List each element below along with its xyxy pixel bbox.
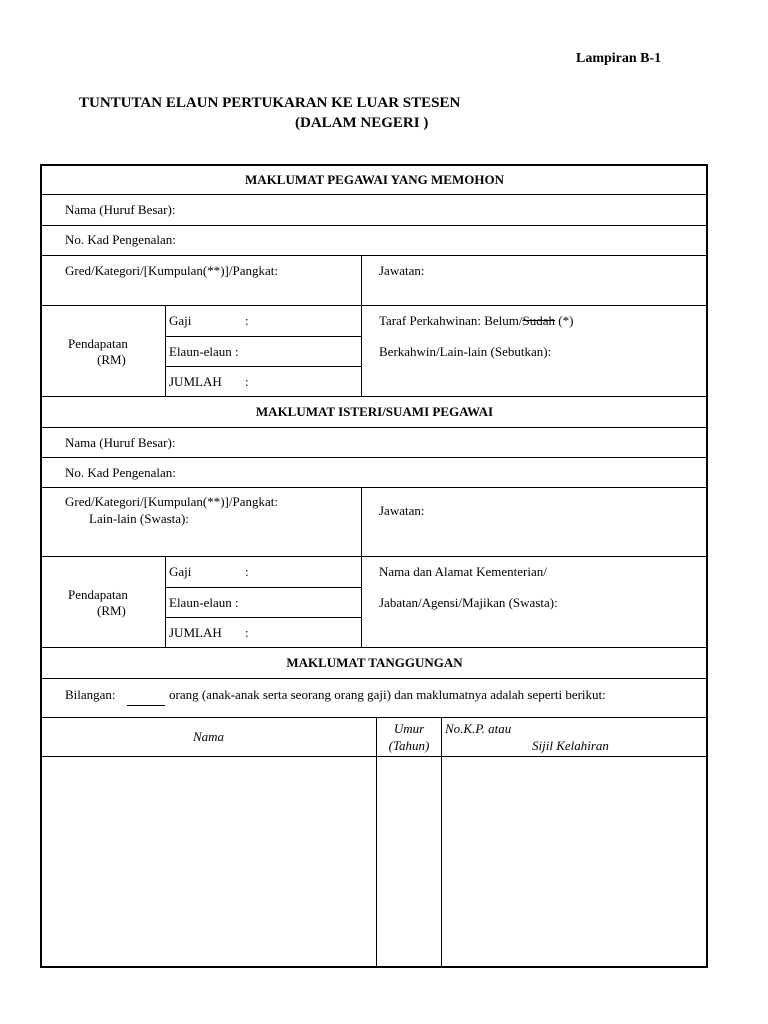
dependents-age-cell[interactable]: [378, 757, 440, 967]
applicant-name-field[interactable]: Nama (Huruf Besar):: [65, 202, 176, 217]
column-header-age: Umur: [393, 721, 425, 736]
applicant-ic-field[interactable]: No. Kad Pengenalan:: [65, 232, 176, 247]
spouse-grade-field[interactable]: Gred/Kategori/[Kumpulan(**)]/Pangkat:: [65, 494, 278, 509]
form-title: TUNTUTAN ELAUN PERTUKARAN KE LUAR STESEN: [79, 95, 461, 111]
marital-prefix: Taraf Perkahwinan: Belum/: [379, 313, 523, 328]
applicant-section-title: MAKLUMAT PEGAWAI YANG MEMOHON: [245, 172, 504, 187]
applicant-marital-status-field[interactable]: [379, 313, 573, 329]
marital-struck-option: Sudah: [522, 313, 555, 328]
spouse-ic-field[interactable]: No. Kad Pengenalan:: [65, 465, 176, 480]
applicant-total-field[interactable]: JUMLAH: [169, 374, 222, 389]
spouse-employer-field-line2[interactable]: Jabatan/Agensi/Majikan (Swasta):: [379, 595, 558, 610]
applicant-income-unit: (RM): [97, 352, 126, 367]
applicant-allowance-field[interactable]: Elaun-elaun :: [169, 344, 239, 359]
dependents-id-cell[interactable]: [443, 757, 707, 967]
spouse-allowance-field[interactable]: Elaun-elaun :: [169, 595, 239, 610]
spouse-salary-field[interactable]: Gaji: [169, 564, 192, 579]
spouse-income-unit: (RM): [97, 603, 126, 618]
spouse-salary-colon: :: [245, 564, 249, 579]
spouse-total-field[interactable]: JUMLAH: [169, 625, 222, 640]
applicant-marital-other-field[interactable]: Berkahwin/Lain-lain (Sebutkan):: [379, 344, 552, 359]
form-subtitle: (DALAM NEGERI ): [295, 115, 429, 131]
column-header-birth-cert: Sijil Kelahiran: [532, 738, 609, 753]
spouse-name-field[interactable]: Nama (Huruf Besar):: [65, 435, 176, 450]
spouse-section-title: MAKLUMAT ISTERI/SUAMI PEGAWAI: [255, 404, 494, 419]
dependents-section-title: MAKLUMAT TANGGUNGAN: [286, 655, 463, 670]
spouse-income-label: Pendapatan: [68, 587, 128, 602]
column-header-name: Nama: [192, 729, 225, 744]
applicant-position-field[interactable]: Jawatan:: [379, 263, 425, 278]
dependents-count-input[interactable]: [127, 705, 165, 706]
attachment-label: Lampiran B-1: [576, 51, 662, 66]
applicant-income-label: Pendapatan: [68, 336, 128, 351]
applicant-grade-field[interactable]: Gred/Kategori/[Kumpulan(**)]/Pangkat:: [65, 263, 278, 278]
dependents-count-label: Bilangan:: [65, 687, 116, 702]
spouse-position-field[interactable]: Jawatan:: [379, 503, 425, 518]
column-header-id: No.K.P. atau: [445, 721, 512, 736]
applicant-salary-colon: :: [245, 313, 249, 328]
marital-suffix: (*): [555, 313, 574, 328]
applicant-total-colon: :: [245, 374, 249, 389]
spouse-employer-field[interactable]: Nama dan Alamat Kementerian/: [379, 564, 547, 579]
applicant-salary-field[interactable]: Gaji: [169, 313, 192, 328]
dependents-count-suffix: orang (anak-anak serta seorang orang gaji) dan maklumatnya adalah seperti berikut:: [169, 687, 606, 702]
spouse-total-colon: :: [245, 625, 249, 640]
dependents-name-cell[interactable]: [42, 757, 375, 967]
spouse-private-field[interactable]: Lain-lain (Swasta):: [89, 511, 189, 526]
column-header-age-unit: (Tahun): [388, 738, 430, 753]
